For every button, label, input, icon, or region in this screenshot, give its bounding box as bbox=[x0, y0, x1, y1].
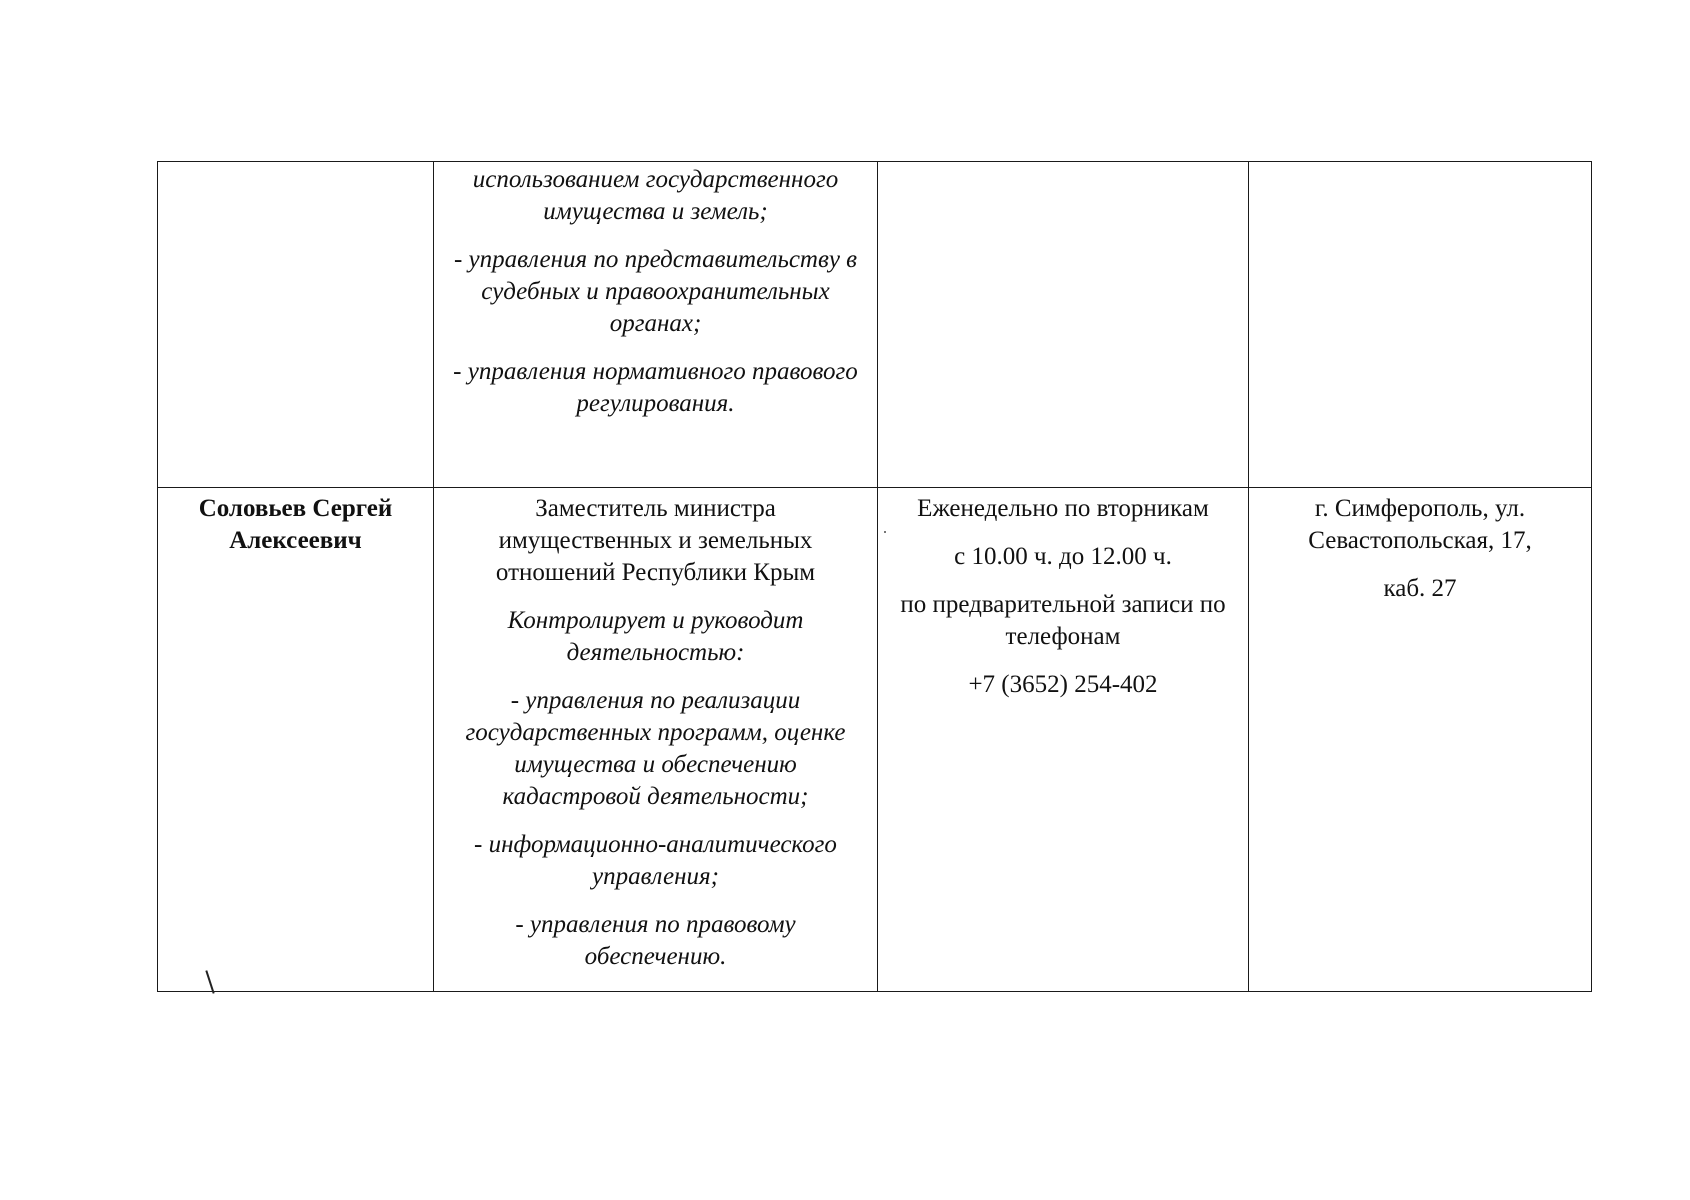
name-cell-empty bbox=[158, 162, 434, 488]
address-cell bbox=[1249, 488, 1592, 992]
reception-schedule-table bbox=[157, 161, 1592, 992]
schedule-cell bbox=[878, 488, 1249, 992]
scan-speck bbox=[884, 531, 886, 533]
duty-item: - управления нормативного правового регулирования. bbox=[453, 358, 858, 417]
official-name: Соловьев Сергей Алексеевич bbox=[198, 495, 393, 554]
table-row bbox=[158, 162, 1592, 488]
duties-cell bbox=[434, 162, 878, 488]
official-name-cell bbox=[158, 488, 434, 992]
official-position: Заместитель министра имущественных и земельных отношений Республики Крым bbox=[495, 495, 816, 586]
position-duties-cell bbox=[434, 488, 878, 992]
reception-time: с 10.00 ч. до 12.00 ч. bbox=[954, 543, 1172, 570]
duty-item: - информационно-аналитического управления; bbox=[474, 831, 837, 890]
schedule-cell-empty bbox=[878, 162, 1249, 488]
duty-item: - управления по правовому обеспечению. bbox=[515, 911, 796, 970]
table-row bbox=[158, 488, 1592, 992]
address-office: каб. 27 bbox=[1383, 575, 1457, 602]
duty-item: - управления по реализации государственных программ, оценке имущества и обеспечению кадастровой деятельности; bbox=[465, 687, 846, 810]
controls-intro: Контролирует и руководит деятельностью: bbox=[507, 607, 804, 666]
booking-note: по предварительной записи по телефонам bbox=[900, 591, 1226, 650]
duty-item: использованием государственного имущества и земель; bbox=[472, 166, 839, 225]
duty-item: - управления по представительству в судебных и правоохранительных органах; bbox=[453, 246, 858, 337]
address-cell-empty bbox=[1249, 162, 1592, 488]
reception-day: Еженедельно по вторникам bbox=[917, 495, 1209, 522]
phone-number: +7 (3652) 254-402 bbox=[968, 671, 1158, 698]
address-street: г. Симферополь, ул. Севастопольская, 17, bbox=[1308, 495, 1532, 554]
